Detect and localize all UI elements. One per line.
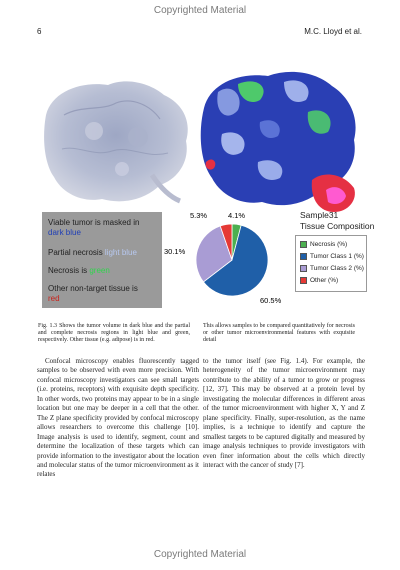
watermark-bottom: Copyrighted Material	[153, 549, 247, 560]
legend-swatch	[300, 265, 307, 272]
pie-subtitle: Tissue Composition	[300, 221, 375, 231]
legend-line-red: red	[48, 294, 60, 303]
legend-line-viable: Viable tumor is masked in	[48, 218, 140, 227]
running-head: M.C. Lloyd et al.	[304, 27, 362, 36]
watermark-top: Copyrighted Material	[153, 5, 247, 16]
legend-swatch	[300, 277, 307, 284]
pie-legend	[295, 235, 367, 292]
legend-item-tumor-class-1	[300, 253, 364, 260]
body-column-right: to the tumor itself (see Fig. 1.4). For example, the heterogeneity of the tumor microenvironment may contribute to the ability of a tumor to grow or progress [12, 37]. This may be observed at a protein level by investigating the molecular differences in different areas of the tumor microenvironment with higher X, Y and Z plane specificity. Finally, super-resolution, as the name implies, is a technique to identify and capture the smallest targets to be captured digitally and measured by image analysis techniques to provide investigators with even finer information about the cells which directly interact with the cancer of study [7].	[203, 357, 365, 469]
legend-label: Other (%)	[310, 277, 339, 284]
mask-legend-box	[42, 212, 162, 308]
segmentation-mask-image	[198, 62, 362, 216]
pie-chart	[160, 210, 300, 310]
pie-label-necrosis: 4.1%	[228, 211, 246, 220]
legend-line-necrosis	[48, 266, 110, 276]
legend-partial-label: Partial necrosis	[48, 248, 105, 257]
legend-item-necrosis	[300, 241, 347, 248]
tissue-slide-image	[42, 75, 194, 207]
pie-label-other: 5.3%	[190, 211, 208, 220]
legend-necrosis-label: Necrosis is	[48, 266, 90, 275]
figure-caption: Fig. 1.3 Shows the tumor volume in dark blue and the partial and complete necrosis regions in light blue and green, respectively. Other tissue (e.g. adipose) is in red.	[38, 323, 190, 344]
legend-swatch	[300, 241, 307, 248]
page-number: 6	[37, 27, 42, 36]
legend-line-other: Other non-target tissue is	[48, 284, 138, 293]
legend-label: Necrosis (%)	[310, 241, 348, 248]
legend-item-tumor-class-2	[300, 265, 364, 272]
legend-item-other	[300, 277, 338, 284]
pie-title: Sample31	[300, 210, 339, 220]
legend-label: Tumor Class 2 (%)	[310, 265, 364, 272]
legend-line-dark-blue: dark blue	[48, 228, 81, 237]
legend-light-blue: light blue	[104, 248, 137, 257]
legend-label: Tumor Class 1 (%)	[310, 253, 364, 260]
legend-swatch	[300, 253, 307, 260]
legend-line-partial	[48, 248, 137, 258]
figure-caption-continued: This allows samples to be compared quantitatively for necrosis or other tumor microenvironmental features with exquisite detail	[203, 323, 355, 344]
pie-label-tumor-class-1: 60.5%	[260, 296, 282, 305]
body-column-left: Confocal microscopy enables fluorescently tagged samples to be observed with even more precision. With confocal microscopy investigators can see small targets (i.e. proteins, receptors) with exquisite depth specificity. In other words, two proteins may appear to be in a single location but one may be deeper in a cell that the other. The Z plane specificity provided by confocal microscopy allows researchers to overcome this challenge [10]. Image analysis is used to identify, segment, count and determine the localization of these targets which can provide information to the investigator about the location and molecular status of the tumor microenvironment as it relates	[37, 357, 199, 479]
legend-green: green	[89, 266, 110, 275]
pie-label-tumor-class-2: 30.1%	[164, 247, 186, 256]
